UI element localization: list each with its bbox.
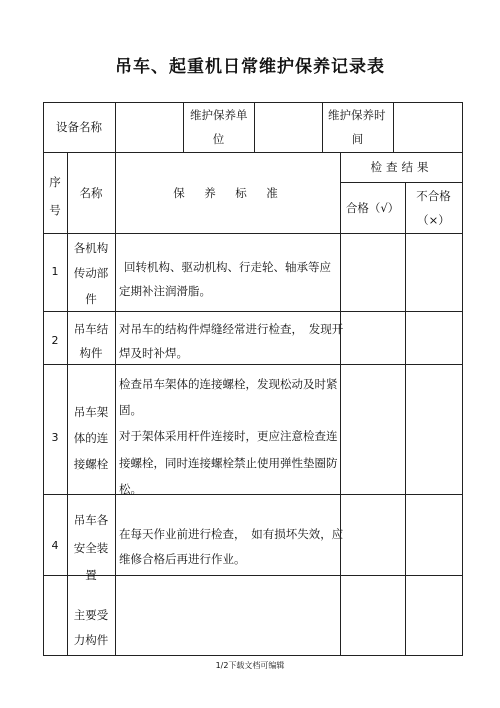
table-rule — [340, 152, 341, 655]
column-result-header: 检查结果 — [370, 160, 433, 174]
row-4-name-line1: 吊车各 — [73, 513, 109, 527]
maintenance-time-label-line2: 间 — [351, 132, 364, 146]
row-1-name-line3: 件 — [85, 292, 97, 306]
maintenance-unit-label-line1: 维护保养单 — [190, 108, 248, 122]
table-border-right — [462, 102, 463, 656]
page-title: 吊车、起重机日常维护保养记录表 — [115, 57, 385, 77]
row-3-standard-line4: 接螺栓，同时连接螺栓禁止使用弹性垫圈防 — [119, 456, 338, 470]
column-name-header: 名称 — [79, 186, 103, 200]
column-standard-header: 保 养 标 准 — [173, 186, 282, 200]
column-seq-line2: 号 — [49, 203, 61, 217]
row-2-standard-line1: 对吊车的结构件焊缝经常进行检查， 发现开 — [119, 322, 344, 336]
row-4-number: 4 — [51, 539, 59, 552]
table-rule — [393, 102, 394, 152]
column-seq-line1: 序 — [49, 175, 61, 189]
table-border-bottom — [43, 655, 463, 656]
row-5-name-line2: 力构件 — [73, 633, 109, 647]
row-1-standard-line2: 定期补注润滑脂。 — [119, 284, 211, 298]
row-1-name-line1: 各机构 — [73, 241, 109, 255]
row-2-name-line1: 吊车结 — [73, 322, 109, 336]
equipment-name-label: 设备名称 — [56, 120, 102, 134]
row-2-standard-line2: 焊及时补焊。 — [119, 346, 188, 360]
row-4-name-line3: 置 — [85, 568, 97, 582]
table-rule — [405, 182, 406, 655]
row-3-name-line1: 吊车架 — [73, 405, 109, 419]
column-pass-header: 合格（√） — [345, 201, 400, 215]
table-rule — [43, 494, 463, 495]
row-3-standard-line2: 固。 — [119, 403, 142, 417]
row-4-standard-line1: 在每天作业前进行检查， 如有损坏失效，应 — [119, 527, 344, 541]
table-rule — [340, 182, 463, 183]
row-3-name-line3: 接螺栓 — [73, 457, 109, 471]
row-5-name-line1: 主要受 — [73, 608, 109, 622]
table-border-top — [43, 102, 463, 103]
row-1-standard-line1: 回转机构、驱动机构、行走轮、轴承等应 — [124, 260, 331, 274]
row-3-name-line2: 体的连 — [73, 431, 109, 445]
row-4-standard-line2: 维修合格后再进行作业。 — [119, 552, 246, 566]
row-3-standard-line1: 检查吊车架体的连接螺栓，发现松动及时紧 — [119, 377, 338, 391]
row-3-number: 3 — [51, 431, 59, 444]
table-rule — [254, 102, 255, 152]
column-fail-header-line1: 不合格 — [416, 189, 451, 203]
table-rule — [43, 233, 463, 234]
row-2-number: 2 — [51, 334, 59, 347]
maintenance-time-label-line1: 维护保养时 — [328, 108, 386, 122]
row-1-number: 1 — [51, 265, 59, 278]
page-footer: 1/2下载文档可编辑 — [215, 661, 285, 670]
table-rule — [43, 152, 463, 153]
column-fail-header-line2: （×） — [417, 213, 450, 227]
row-2-name-line2: 构件 — [79, 346, 103, 360]
row-3-standard-line5: 松。 — [119, 482, 142, 496]
maintenance-unit-label-line2: 位 — [212, 132, 225, 146]
row-1-name-line2: 传动部 — [73, 266, 109, 280]
row-4-name-line2: 安全装 — [73, 541, 109, 555]
table-rule — [43, 311, 463, 312]
row-3-standard-line3: 对于架体采用杆件连接时，更应注意检查连 — [119, 429, 338, 443]
